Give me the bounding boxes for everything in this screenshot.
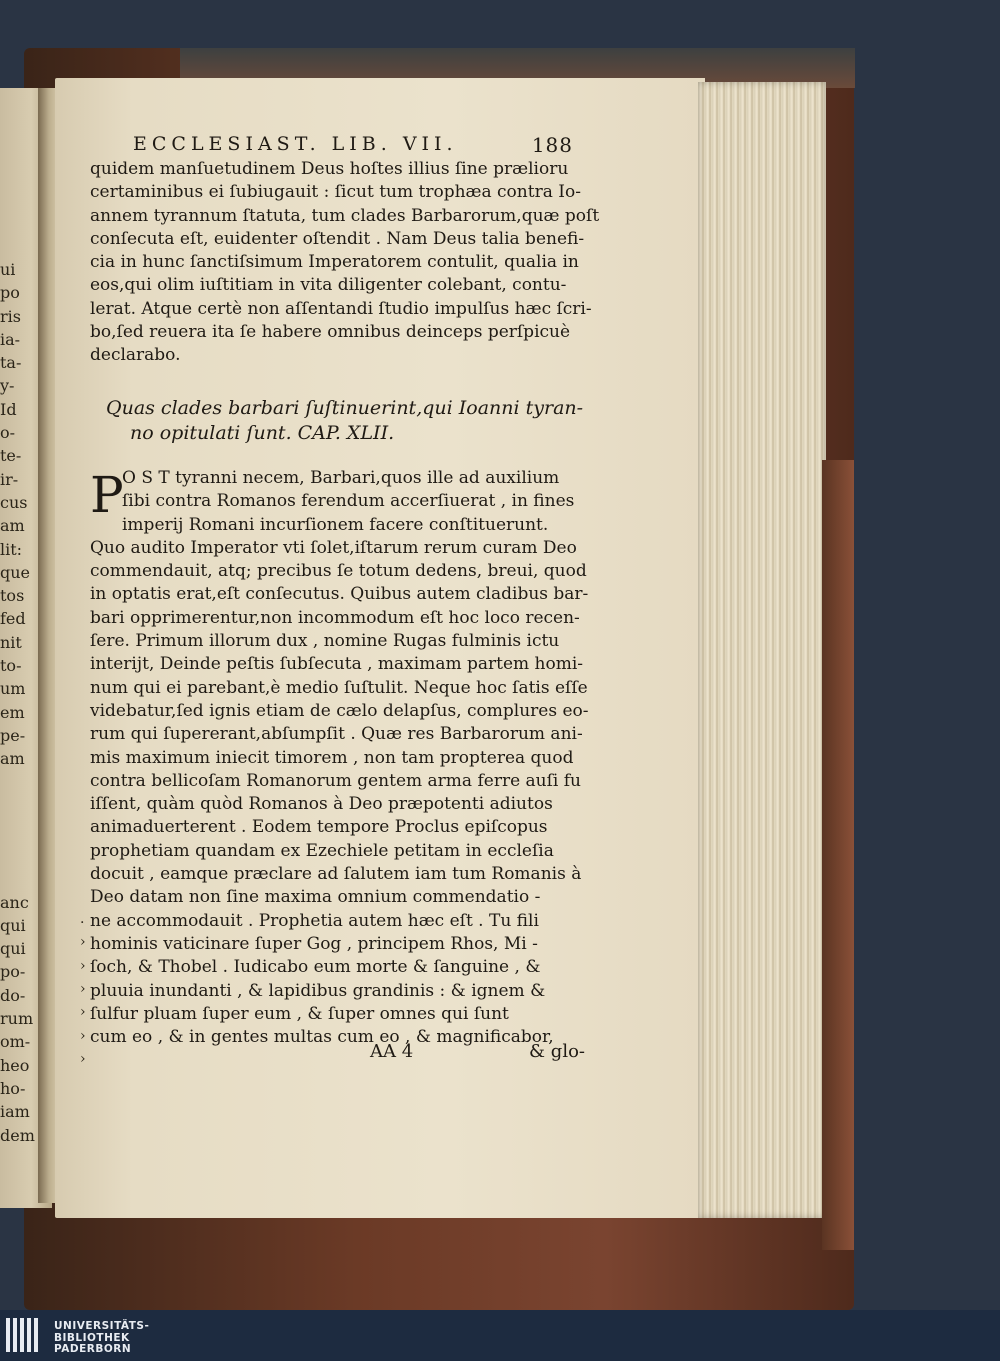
text-line: in optatis erat,eſt conſecutus. Quibus autem cladibus bar- — [90, 584, 589, 605]
left-page-word: um — [0, 679, 26, 699]
text-line: annem tyrannum ſtatuta, tum clades Barbarorum,quæ poſt — [90, 205, 600, 226]
catchword: & glo- — [529, 1041, 585, 1062]
text-line: ſulfur pluam ſuper eum , & ſuper omnes qui ſunt — [90, 1003, 509, 1024]
library-banner — [0, 1310, 1000, 1361]
left-page-fragments — [0, 258, 40, 1147]
text-line: mis maximum iniecit timorem , non tam propterea quod — [90, 747, 574, 768]
left-page-word: ris — [0, 306, 21, 326]
left-page-word: que — [0, 562, 31, 582]
text-line: O S T tyranni necem, Barbari,quos ille ad auxilium — [122, 468, 560, 488]
paragraph-2 — [90, 467, 589, 1049]
page-edges — [698, 82, 826, 1218]
page-number: 188 — [531, 133, 573, 157]
quote-mark: › — [80, 934, 86, 951]
left-page-word: tos — [0, 586, 25, 606]
text-line: bo,ſed reuera ita ſe habere omnibus deinceps perſpicuè — [90, 322, 571, 343]
text-line: ſibi contra Romanos ferendum accerſiuerat , in fines — [122, 491, 575, 512]
text-line: prophetiam quandam ex Ezechiele petitam in eccleſia — [90, 840, 554, 861]
text-line: cia in hunc ſanctiſsimum Imperatorem contulit, qualia in — [90, 252, 579, 273]
left-page-word: Id — [0, 399, 17, 419]
library-name: UNIVERSITÄTS- BIBLIOTHEK PADERBORN — [54, 1320, 150, 1355]
left-page-word: pe- — [0, 725, 26, 745]
library-logo-icon — [4, 1316, 42, 1356]
left-page-word — [0, 771, 40, 891]
quote-mark: › — [80, 1027, 86, 1044]
left-page-word: iam — [0, 1102, 30, 1122]
left-page-word: te- — [0, 446, 22, 466]
left-page-word: em — [0, 702, 25, 722]
left-page-word: ir- — [0, 469, 19, 489]
left-page-word: qui — [0, 915, 26, 935]
left-page-word: nit — [0, 632, 22, 652]
paragraph-1 — [90, 158, 600, 368]
left-page-word: ui — [0, 260, 16, 279]
text-line: videbatur,ſed ignis etiam de cælo delapſus, complures eo- — [90, 700, 589, 721]
text-line: hominis vaticinare ſuper Gog , principem Rhos, Mi - — [90, 933, 538, 954]
cover-edge — [822, 460, 854, 1250]
quote-mark: . — [80, 911, 85, 927]
text-line: ſoch, & Thobel . Iudicabo eum morte & ſanguine , & — [90, 957, 541, 978]
left-page-word: anc — [0, 892, 29, 912]
text-line: Deo datam non ſine maxima omnium commendatio - — [90, 887, 541, 908]
left-page-word: om- — [0, 1032, 31, 1052]
left-page-word: qui — [0, 939, 26, 959]
quote-mark: › — [80, 957, 86, 974]
text-line: num qui ei parebant,è medio ſuſtulit. Neque hoc ſatis eſſe — [90, 677, 588, 698]
left-page-word: po — [0, 283, 20, 303]
running-title: ECCLESIAST. LIB. VII. — [133, 133, 458, 155]
drop-cap: P — [90, 466, 124, 524]
left-page-word: o- — [0, 423, 16, 443]
text-line: Quas clades barbari ſuſtinuerint,qui Ioanni tyran- — [106, 397, 584, 419]
text-line: imperij Romani incurſionem facere conſtituerunt. — [122, 514, 549, 535]
text-line: declarabo. — [90, 345, 181, 366]
text-line: docuit , eamque præclare ad ſalutem iam tum Romanis à — [90, 864, 582, 885]
left-page-word: am — [0, 516, 25, 536]
text-line: eos,qui olim iuſtitiam in vita diligenter colebant, contu- — [90, 275, 567, 296]
signature-mark: AA 4 — [370, 1041, 414, 1062]
left-page-word: lit: — [0, 539, 23, 559]
text-line: iſſent, quàm quòd Romanos à Deo præpotenti adiutos — [90, 794, 553, 815]
left-page-word: ia- — [0, 329, 21, 349]
text-line: Quo audito Imperator vti ſolet,iſtarum rerum curam Deo — [90, 537, 577, 558]
text-line: lerat. Atque certè non aſſentandi ſtudio impulſus hæc ſcri- — [90, 298, 592, 319]
quote-mark: › — [80, 980, 86, 997]
left-page-word: cus — [0, 492, 28, 512]
text-line: commendauit, atq; precibus ſe totum dedens, breui, quod — [90, 561, 587, 582]
page-footer — [370, 1041, 585, 1062]
chapter-title — [106, 396, 586, 446]
left-page-word: po- — [0, 962, 26, 982]
quote-mark: › — [80, 1004, 86, 1021]
text-line: conſecuta eſt, euidenter oſtendit . Nam Deus talia benefi- — [90, 228, 585, 249]
left-page-word: do- — [0, 985, 26, 1005]
text-line: rum qui ſupererant,abſumpſit . Quæ res Barbarorum ani- — [90, 724, 583, 745]
left-page-word: fed — [0, 609, 26, 629]
left-page-word: y- — [0, 376, 15, 396]
text-line: bari opprimerentur,non incommodum eſt hoc loco recen- — [90, 607, 580, 628]
left-page-word: ho- — [0, 1078, 26, 1098]
text-line: interijt, Deinde peſtis ſubſecuta , maximam partem homi- — [90, 654, 584, 675]
text-line: ne accommodauit . Prophetia autem hæc eſt . Tu fili — [90, 910, 539, 931]
text-line: ſere. Primum illorum dux , nomine Rugas fulminis ictu — [90, 631, 560, 652]
text-line: no opitulati ſunt. CAP. XLII. — [130, 422, 395, 444]
left-page-word: to- — [0, 656, 22, 676]
text-line: quidem manſuetudinem Deus hoſtes illius ſine prælioru — [90, 159, 569, 179]
left-page-word: am — [0, 749, 25, 769]
text-line: cum eo , & in gentes multas cum eo , & magnificabor, — [90, 1027, 554, 1048]
left-page-word: dem — [0, 1125, 35, 1145]
text-line: pluuia inundanti , & lapidibus grandinis : & ignem & — [90, 980, 546, 1001]
left-page-word: heo — [0, 1055, 30, 1075]
text-line: animaduerterent . Eodem tempore Proclus epiſcopus — [90, 817, 548, 838]
left-page-word: ta- — [0, 353, 22, 373]
left-page-word: rum — [0, 1009, 34, 1029]
text-line: contra bellicoſam Romanorum gentem arma ferre auſi fu — [90, 770, 581, 791]
running-header — [133, 133, 573, 157]
text-line: certaminibus ei ſubiugauit : ſicut tum trophæa contra Io- — [90, 182, 581, 203]
quote-mark: › — [80, 1050, 86, 1067]
